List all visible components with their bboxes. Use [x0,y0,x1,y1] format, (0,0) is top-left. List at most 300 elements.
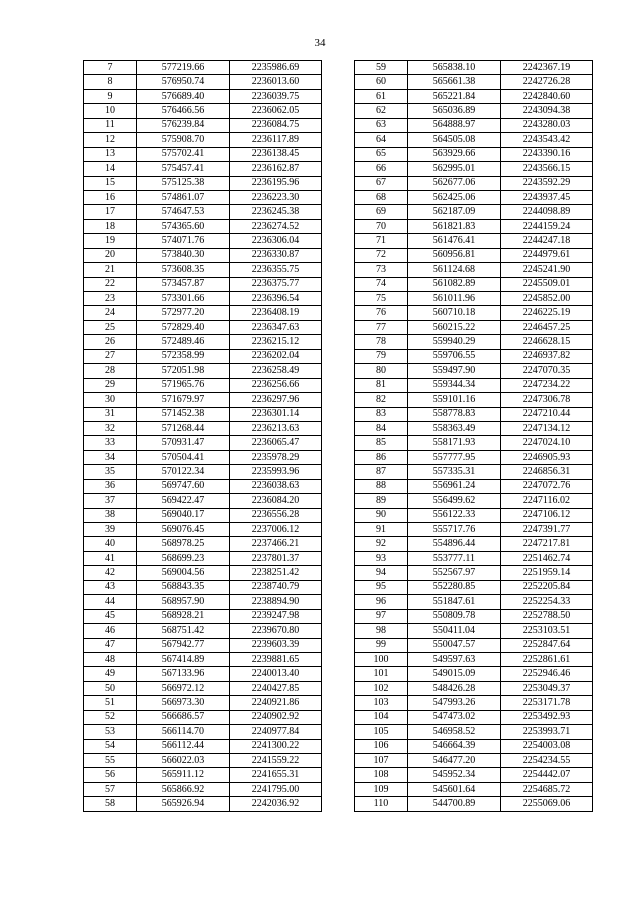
x-coordinate-cell: 575125.38 [137,176,230,190]
table-row [355,89,593,103]
y-coordinate-cell: 2242367.19 [501,61,593,75]
y-coordinate-cell: 2244098.89 [501,205,593,219]
y-coordinate-cell: 2235986.69 [230,61,322,75]
x-coordinate-cell: 549597.63 [408,652,501,666]
x-coordinate-cell: 572489.46 [137,335,230,349]
table-row [84,335,322,349]
x-coordinate-cell: 550047.57 [408,638,501,652]
x-coordinate-cell: 566686.57 [137,710,230,724]
y-coordinate-cell: 2241300.22 [230,739,322,753]
table-row [84,754,322,768]
point-number-cell: 51 [84,696,137,710]
point-number-cell: 74 [355,277,408,291]
table-row [84,104,322,118]
point-number-cell: 17 [84,205,137,219]
table-row [355,465,593,479]
table-row [84,277,322,291]
x-coordinate-cell: 544700.89 [408,797,501,811]
point-number-cell: 106 [355,739,408,753]
table-row [84,465,322,479]
y-coordinate-cell: 2236039.75 [230,89,322,103]
y-coordinate-cell: 2246856.31 [501,465,593,479]
point-number-cell: 47 [84,638,137,652]
point-number-cell: 36 [84,479,137,493]
y-coordinate-cell: 2243592.29 [501,176,593,190]
point-number-cell: 62 [355,104,408,118]
y-coordinate-cell: 2252788.50 [501,609,593,623]
point-number-cell: 89 [355,494,408,508]
x-coordinate-cell: 565661.38 [408,75,501,89]
table-row [355,667,593,681]
point-number-cell: 11 [84,118,137,132]
x-coordinate-cell: 559344.34 [408,378,501,392]
x-coordinate-cell: 552567.97 [408,566,501,580]
table-row [84,566,322,580]
point-number-cell: 53 [84,725,137,739]
table-row [355,320,593,334]
y-coordinate-cell: 2240977.84 [230,725,322,739]
y-coordinate-cell: 2241559.22 [230,754,322,768]
x-coordinate-cell: 557335.31 [408,465,501,479]
table-row [355,479,593,493]
x-coordinate-cell: 573457.87 [137,277,230,291]
table-row [84,537,322,551]
table-row [355,219,593,233]
point-number-cell: 87 [355,465,408,479]
x-coordinate-cell: 574647.53 [137,205,230,219]
y-coordinate-cell: 2236556.28 [230,508,322,522]
y-coordinate-cell: 2241795.00 [230,782,322,796]
point-number-cell: 13 [84,147,137,161]
point-number-cell: 59 [355,61,408,75]
x-coordinate-cell: 555717.76 [408,523,501,537]
point-number-cell: 60 [355,75,408,89]
point-number-cell: 70 [355,219,408,233]
x-coordinate-cell: 561821.83 [408,219,501,233]
y-coordinate-cell: 2238894.90 [230,595,322,609]
x-coordinate-cell: 561011.96 [408,292,501,306]
point-number-cell: 104 [355,710,408,724]
table-row [355,638,593,652]
coordinates-table-right [354,60,593,812]
x-coordinate-cell: 571965.76 [137,378,230,392]
x-coordinate-cell: 550809.78 [408,609,501,623]
table-row [355,104,593,118]
y-coordinate-cell: 2240921.86 [230,696,322,710]
point-number-cell: 88 [355,479,408,493]
point-number-cell: 46 [84,624,137,638]
y-coordinate-cell: 2243094.38 [501,104,593,118]
point-number-cell: 18 [84,219,137,233]
x-coordinate-cell: 562677.06 [408,176,501,190]
x-coordinate-cell: 567133.96 [137,667,230,681]
x-coordinate-cell: 571268.44 [137,421,230,435]
table-row [355,754,593,768]
table-row [84,393,322,407]
x-coordinate-cell: 569004.56 [137,566,230,580]
y-coordinate-cell: 2242726.28 [501,75,593,89]
table-row [355,624,593,638]
point-number-cell: 64 [355,133,408,147]
y-coordinate-cell: 2240013.40 [230,667,322,681]
table-row [355,393,593,407]
x-coordinate-cell: 573301.66 [137,292,230,306]
y-coordinate-cell: 2245509.01 [501,277,593,291]
table-row [355,725,593,739]
x-coordinate-cell: 558171.93 [408,436,501,450]
y-coordinate-cell: 2236256.66 [230,378,322,392]
point-number-cell: 45 [84,609,137,623]
y-coordinate-cell: 2238251.42 [230,566,322,580]
x-coordinate-cell: 553777.11 [408,551,501,565]
point-number-cell: 28 [84,364,137,378]
table-row [84,436,322,450]
point-number-cell: 97 [355,609,408,623]
x-coordinate-cell: 573608.35 [137,263,230,277]
point-number-cell: 41 [84,551,137,565]
point-number-cell: 82 [355,393,408,407]
y-coordinate-cell: 2246937.82 [501,349,593,363]
x-coordinate-cell: 576689.40 [137,89,230,103]
table-row [355,205,593,219]
x-coordinate-cell: 576466.56 [137,104,230,118]
y-coordinate-cell: 2247210.44 [501,407,593,421]
point-number-cell: 99 [355,638,408,652]
x-coordinate-cell: 572977.20 [137,306,230,320]
y-coordinate-cell: 2244159.24 [501,219,593,233]
x-coordinate-cell: 549015.09 [408,667,501,681]
y-coordinate-cell: 2254685.72 [501,782,593,796]
point-number-cell: 78 [355,335,408,349]
point-number-cell: 25 [84,320,137,334]
x-coordinate-cell: 565866.92 [137,782,230,796]
y-coordinate-cell: 2236408.19 [230,306,322,320]
x-coordinate-cell: 575702.41 [137,147,230,161]
x-coordinate-cell: 566973.30 [137,696,230,710]
y-coordinate-cell: 2236258.49 [230,364,322,378]
y-coordinate-cell: 2247106.12 [501,508,593,522]
y-coordinate-cell: 2247024.10 [501,436,593,450]
x-coordinate-cell: 566022.03 [137,754,230,768]
x-coordinate-cell: 559706.55 [408,349,501,363]
y-coordinate-cell: 2236223.30 [230,190,322,204]
table-row [355,580,593,594]
table-row [84,508,322,522]
x-coordinate-cell: 565911.12 [137,768,230,782]
table-row [355,696,593,710]
y-coordinate-cell: 2236297.96 [230,393,322,407]
table-row [84,782,322,796]
y-coordinate-cell: 2245241.90 [501,263,593,277]
point-number-cell: 108 [355,768,408,782]
point-number-cell: 67 [355,176,408,190]
x-coordinate-cell: 545952.34 [408,768,501,782]
table-row [84,595,322,609]
table-row [84,176,322,190]
table-row [84,638,322,652]
x-coordinate-cell: 556122.33 [408,508,501,522]
x-coordinate-cell: 575908.70 [137,133,230,147]
x-coordinate-cell: 574365.60 [137,219,230,233]
point-number-cell: 10 [84,104,137,118]
point-number-cell: 52 [84,710,137,724]
x-coordinate-cell: 575457.41 [137,162,230,176]
y-coordinate-cell: 2239603.39 [230,638,322,652]
y-coordinate-cell: 2236375.77 [230,277,322,291]
point-number-cell: 54 [84,739,137,753]
table-row [355,263,593,277]
y-coordinate-cell: 2236215.12 [230,335,322,349]
point-number-cell: 37 [84,494,137,508]
point-number-cell: 44 [84,595,137,609]
point-number-cell: 23 [84,292,137,306]
point-number-cell: 38 [84,508,137,522]
table-row [84,609,322,623]
point-number-cell: 61 [355,89,408,103]
table-row [84,292,322,306]
table-row [84,75,322,89]
x-coordinate-cell: 565926.94 [137,797,230,811]
y-coordinate-cell: 2236084.75 [230,118,322,132]
x-coordinate-cell: 570122.34 [137,465,230,479]
point-number-cell: 92 [355,537,408,551]
y-coordinate-cell: 2237466.21 [230,537,322,551]
point-number-cell: 105 [355,725,408,739]
y-coordinate-cell: 2236274.52 [230,219,322,233]
point-number-cell: 55 [84,754,137,768]
table-row [84,652,322,666]
y-coordinate-cell: 2236306.04 [230,234,322,248]
page-number: 34 [314,37,326,49]
table-row [355,407,593,421]
point-number-cell: 29 [84,378,137,392]
point-number-cell: 42 [84,566,137,580]
table-row [355,234,593,248]
x-coordinate-cell: 574071.76 [137,234,230,248]
y-coordinate-cell: 2254234.55 [501,754,593,768]
y-coordinate-cell: 2236117.89 [230,133,322,147]
point-number-cell: 27 [84,349,137,363]
table-row [355,681,593,695]
y-coordinate-cell: 2236013.60 [230,75,322,89]
table-row [84,681,322,695]
point-number-cell: 83 [355,407,408,421]
table-row [355,190,593,204]
x-coordinate-cell: 546958.52 [408,725,501,739]
y-coordinate-cell: 2247306.78 [501,393,593,407]
x-coordinate-cell: 574861.07 [137,190,230,204]
point-number-cell: 26 [84,335,137,349]
table-row [84,580,322,594]
table-row [84,248,322,262]
x-coordinate-cell: 566114.70 [137,725,230,739]
x-coordinate-cell: 560215.22 [408,320,501,334]
x-coordinate-cell: 572051.98 [137,364,230,378]
x-coordinate-cell: 556961.24 [408,479,501,493]
table-row [355,349,593,363]
point-number-cell: 68 [355,190,408,204]
point-number-cell: 80 [355,364,408,378]
point-number-cell: 32 [84,421,137,435]
x-coordinate-cell: 563929.66 [408,147,501,161]
table-row [355,508,593,522]
y-coordinate-cell: 2235993.96 [230,465,322,479]
table-row [84,725,322,739]
point-number-cell: 102 [355,681,408,695]
y-coordinate-cell: 2241655.31 [230,768,322,782]
x-coordinate-cell: 571679.97 [137,393,230,407]
x-coordinate-cell: 561124.68 [408,263,501,277]
table-row [355,147,593,161]
y-coordinate-cell: 2239881.65 [230,652,322,666]
table-row [84,450,322,464]
x-coordinate-cell: 566112.44 [137,739,230,753]
table-row [355,566,593,580]
point-number-cell: 94 [355,566,408,580]
y-coordinate-cell: 2253993.71 [501,725,593,739]
point-number-cell: 72 [355,248,408,262]
table-row [355,248,593,262]
point-number-cell: 15 [84,176,137,190]
y-coordinate-cell: 2247134.12 [501,421,593,435]
y-coordinate-cell: 2253103.51 [501,624,593,638]
table-row [355,551,593,565]
table-row [84,797,322,811]
x-coordinate-cell: 568843.35 [137,580,230,594]
table-row [84,147,322,161]
point-number-cell: 58 [84,797,137,811]
x-coordinate-cell: 561082.89 [408,277,501,291]
x-coordinate-cell: 562995.01 [408,162,501,176]
y-coordinate-cell: 2252205.84 [501,580,593,594]
y-coordinate-cell: 2237801.37 [230,551,322,565]
y-coordinate-cell: 2240427.85 [230,681,322,695]
point-number-cell: 40 [84,537,137,551]
point-number-cell: 93 [355,551,408,565]
y-coordinate-cell: 2255069.06 [501,797,593,811]
table-row [84,667,322,681]
point-number-cell: 48 [84,652,137,666]
table-row [355,523,593,537]
y-coordinate-cell: 2236202.04 [230,349,322,363]
x-coordinate-cell: 565221.84 [408,89,501,103]
table-row [84,263,322,277]
table-row [355,277,593,291]
x-coordinate-cell: 572829.40 [137,320,230,334]
y-coordinate-cell: 2252254.33 [501,595,593,609]
x-coordinate-cell: 551847.61 [408,595,501,609]
x-coordinate-cell: 558778.83 [408,407,501,421]
point-number-cell: 100 [355,652,408,666]
x-coordinate-cell: 566972.12 [137,681,230,695]
table-row [355,176,593,190]
table-row [84,61,322,75]
x-coordinate-cell: 546664.39 [408,739,501,753]
table-row [84,118,322,132]
point-number-cell: 57 [84,782,137,796]
point-number-cell: 101 [355,667,408,681]
y-coordinate-cell: 2252946.46 [501,667,593,681]
point-number-cell: 95 [355,580,408,594]
point-number-cell: 65 [355,147,408,161]
table-row [84,133,322,147]
x-coordinate-cell: 568978.25 [137,537,230,551]
point-number-cell: 24 [84,306,137,320]
table-row [84,190,322,204]
point-number-cell: 77 [355,320,408,334]
y-coordinate-cell: 2236065.47 [230,436,322,450]
x-coordinate-cell: 570504.41 [137,450,230,464]
point-number-cell: 20 [84,248,137,262]
y-coordinate-cell: 2253171.78 [501,696,593,710]
point-number-cell: 98 [355,624,408,638]
x-coordinate-cell: 565036.89 [408,104,501,118]
table-row [84,421,322,435]
y-coordinate-cell: 2246628.15 [501,335,593,349]
x-coordinate-cell: 561476.41 [408,234,501,248]
table-row [84,234,322,248]
y-coordinate-cell: 2247391.77 [501,523,593,537]
y-coordinate-cell: 2235978.29 [230,450,322,464]
table-row [355,118,593,132]
x-coordinate-cell: 569747.60 [137,479,230,493]
x-coordinate-cell: 571452.38 [137,407,230,421]
point-number-cell: 84 [355,421,408,435]
y-coordinate-cell: 2253049.37 [501,681,593,695]
table-row [84,162,322,176]
x-coordinate-cell: 570931.47 [137,436,230,450]
y-coordinate-cell: 2243543.42 [501,133,593,147]
table-row [355,537,593,551]
x-coordinate-cell: 556499.62 [408,494,501,508]
y-coordinate-cell: 2236084.20 [230,494,322,508]
y-coordinate-cell: 2252861.61 [501,652,593,666]
y-coordinate-cell: 2236162.87 [230,162,322,176]
point-number-cell: 79 [355,349,408,363]
point-number-cell: 33 [84,436,137,450]
table-row [355,133,593,147]
table-row [355,494,593,508]
y-coordinate-cell: 2247116.02 [501,494,593,508]
y-coordinate-cell: 2236347.63 [230,320,322,334]
point-number-cell: 90 [355,508,408,522]
table-row [84,479,322,493]
point-number-cell: 96 [355,595,408,609]
point-number-cell: 75 [355,292,408,306]
point-number-cell: 66 [355,162,408,176]
table-row [355,306,593,320]
x-coordinate-cell: 560956.81 [408,248,501,262]
table-row [355,421,593,435]
point-number-cell: 81 [355,378,408,392]
point-number-cell: 7 [84,61,137,75]
point-number-cell: 8 [84,75,137,89]
table-row [84,768,322,782]
x-coordinate-cell: 548426.28 [408,681,501,695]
y-coordinate-cell: 2236396.54 [230,292,322,306]
x-coordinate-cell: 557777.95 [408,450,501,464]
x-coordinate-cell: 569040.17 [137,508,230,522]
y-coordinate-cell: 2247234.22 [501,378,593,392]
table-row [84,89,322,103]
table-row [84,739,322,753]
x-coordinate-cell: 577219.66 [137,61,230,75]
point-number-cell: 50 [84,681,137,695]
x-coordinate-cell: 572358.99 [137,349,230,363]
table-row [84,407,322,421]
table-row [84,320,322,334]
x-coordinate-cell: 559940.29 [408,335,501,349]
